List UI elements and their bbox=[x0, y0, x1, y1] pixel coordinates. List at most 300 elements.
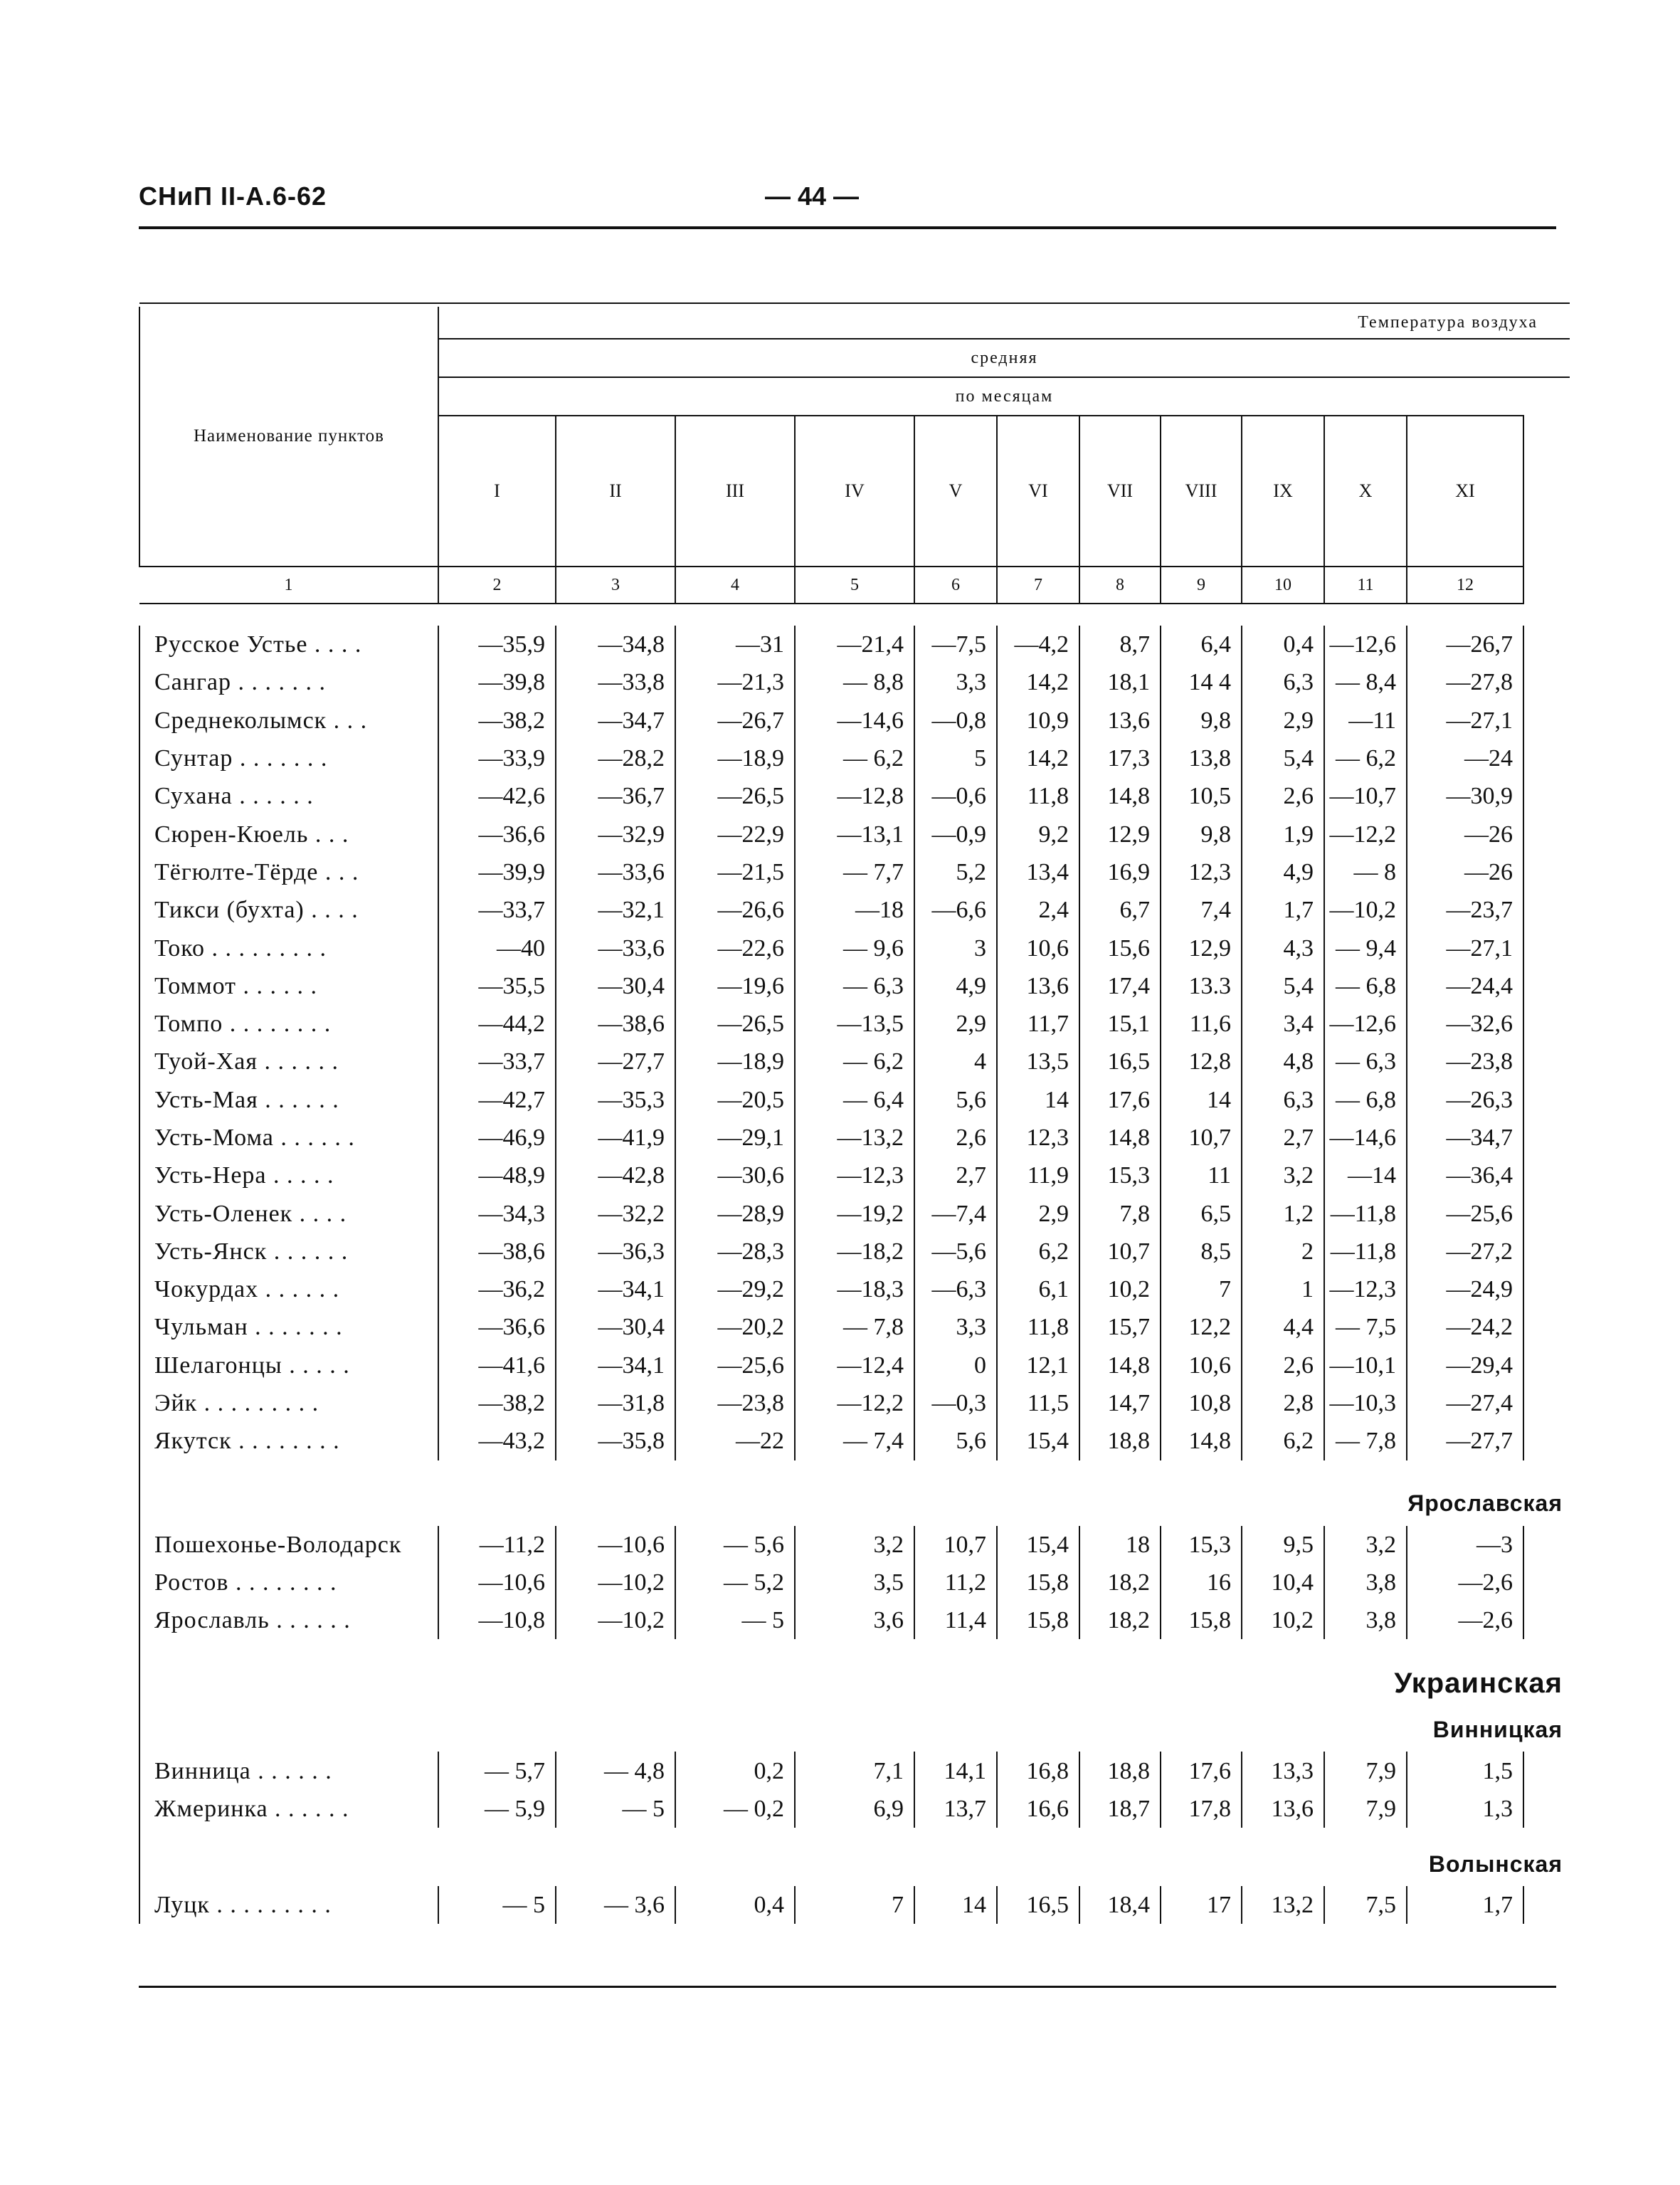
row-spacer bbox=[1523, 663, 1570, 701]
region-margin bbox=[139, 1842, 438, 1886]
republic-title: Украинская bbox=[1394, 1667, 1563, 1699]
temperature-value: —23,7 bbox=[1407, 891, 1523, 929]
temperature-value: —2,6 bbox=[1407, 1564, 1523, 1601]
location-name: Русское Устье . . . . bbox=[139, 626, 438, 663]
temperature-value: 10,6 bbox=[1161, 1347, 1242, 1384]
temperature-value: — 6,3 bbox=[1324, 1043, 1407, 1080]
temperature-value: —18,9 bbox=[675, 1043, 795, 1080]
row-spacer bbox=[1523, 1526, 1570, 1564]
temperature-value: —18,3 bbox=[795, 1270, 914, 1308]
temperature-value: — 7,5 bbox=[1324, 1308, 1407, 1346]
temperature-value: 17,6 bbox=[1079, 1081, 1161, 1119]
month-header: IV bbox=[795, 416, 914, 567]
row-spacer bbox=[1523, 1233, 1570, 1270]
column-number: 7 bbox=[997, 567, 1079, 604]
region-header-row bbox=[139, 1842, 1570, 1886]
location-name: Усть-Нера . . . . . bbox=[139, 1157, 438, 1194]
temperature-value: 2 bbox=[1242, 1233, 1324, 1270]
temperature-value: 3,8 bbox=[1324, 1564, 1407, 1601]
temperature-value: —10,8 bbox=[438, 1601, 556, 1639]
temperature-value: 6,3 bbox=[1242, 1081, 1324, 1119]
temperature-value: 1,7 bbox=[1242, 891, 1324, 929]
temperature-value: —10,1 bbox=[1324, 1347, 1407, 1384]
row-spacer bbox=[1523, 702, 1570, 739]
temperature-value: 10,9 bbox=[997, 702, 1079, 739]
temperature-value: 13,6 bbox=[1242, 1790, 1324, 1828]
temperature-value: —25,6 bbox=[1407, 1194, 1523, 1232]
location-name: Чульман . . . . . . . bbox=[139, 1308, 438, 1346]
temperature-value: — 6,2 bbox=[1324, 739, 1407, 777]
temperature-value: 12,2 bbox=[1161, 1308, 1242, 1346]
temperature-value: —12,6 bbox=[1324, 626, 1407, 663]
temperature-value: —14,6 bbox=[1324, 1119, 1407, 1157]
temperature-value: —39,8 bbox=[438, 663, 556, 701]
temperature-value: 7,9 bbox=[1324, 1790, 1407, 1828]
table-row bbox=[139, 1886, 1570, 1924]
temperature-value: —34,7 bbox=[1407, 1119, 1523, 1157]
temperature-value: —36,3 bbox=[556, 1233, 675, 1270]
temperature-value: 6,2 bbox=[1242, 1422, 1324, 1460]
region-header-row bbox=[139, 1482, 1570, 1526]
month-header: IX bbox=[1242, 416, 1324, 567]
temperature-value: —10,2 bbox=[556, 1601, 675, 1639]
temperature-value: 15,8 bbox=[1161, 1601, 1242, 1639]
temperature-value: —4,2 bbox=[997, 626, 1079, 663]
region-margin bbox=[139, 1659, 438, 1707]
location-name: Тёгюлте-Тёрде . . . bbox=[139, 853, 438, 891]
temperature-value: 1,5 bbox=[1407, 1752, 1523, 1789]
row-spacer bbox=[1523, 1043, 1570, 1080]
row-spacer bbox=[1523, 1422, 1570, 1460]
temperature-value: 10,7 bbox=[1079, 1233, 1161, 1270]
table-row bbox=[139, 967, 1570, 1005]
temperature-value: —21,4 bbox=[795, 626, 914, 663]
temperature-value: 5,2 bbox=[914, 853, 997, 891]
row-spacer bbox=[1523, 1119, 1570, 1157]
location-name: Среднеколымск . . . bbox=[139, 702, 438, 739]
temperature-value: —36,2 bbox=[438, 1270, 556, 1308]
temperature-value: —32,9 bbox=[556, 815, 675, 853]
temperature-value: 11,6 bbox=[1161, 1005, 1242, 1043]
temperature-value: — 5 bbox=[675, 1601, 795, 1639]
temperature-value: 11,9 bbox=[997, 1157, 1079, 1194]
temperature-value: —11,2 bbox=[438, 1526, 556, 1564]
temperature-value: 12,9 bbox=[1161, 929, 1242, 967]
temperature-value: 13,3 bbox=[1242, 1752, 1324, 1789]
temperature-value: 2,6 bbox=[1242, 777, 1324, 815]
temperature-value: —46,9 bbox=[438, 1119, 556, 1157]
table-row bbox=[139, 626, 1570, 663]
row-spacer bbox=[1523, 1886, 1570, 1924]
table-row bbox=[139, 1790, 1570, 1828]
temperature-value: —30,4 bbox=[556, 1308, 675, 1346]
temperature-value: 3,8 bbox=[1324, 1601, 1407, 1639]
temperature-value: 4,3 bbox=[1242, 929, 1324, 967]
temperature-value: 17 bbox=[1161, 1886, 1242, 1924]
temperature-value: — 7,8 bbox=[1324, 1422, 1407, 1460]
temperature-value: 9,8 bbox=[1161, 815, 1242, 853]
temperature-value: —33,6 bbox=[556, 929, 675, 967]
temperature-value: 6,3 bbox=[1242, 663, 1324, 701]
temperature-value: —27,7 bbox=[556, 1043, 675, 1080]
temperature-value: —36,7 bbox=[556, 777, 675, 815]
temperature-value: —22 bbox=[675, 1422, 795, 1460]
temperature-value: 15,3 bbox=[1161, 1526, 1242, 1564]
temperature-value: 15,6 bbox=[1079, 929, 1161, 967]
temperature-value: 12,9 bbox=[1079, 815, 1161, 853]
month-header: XI bbox=[1407, 416, 1523, 567]
temperature-value: —12,2 bbox=[795, 1384, 914, 1422]
row-spacer bbox=[1523, 1157, 1570, 1194]
month-header: VIII bbox=[1161, 416, 1242, 567]
temperature-value: —41,6 bbox=[438, 1347, 556, 1384]
temperature-value: —32,2 bbox=[556, 1194, 675, 1232]
temperature-value: —26,3 bbox=[1407, 1081, 1523, 1119]
region-margin bbox=[139, 1482, 438, 1526]
temperature-value: — 5,6 bbox=[675, 1526, 795, 1564]
temperature-value: —41,9 bbox=[556, 1119, 675, 1157]
temperature-value: — 5,9 bbox=[438, 1790, 556, 1828]
table-row bbox=[139, 1422, 1570, 1460]
temperature-value: —7,5 bbox=[914, 626, 997, 663]
temperature-value: — 0,2 bbox=[675, 1790, 795, 1828]
section-spacer bbox=[139, 1828, 1570, 1842]
temperature-value: —12,6 bbox=[1324, 1005, 1407, 1043]
temperature-value: 10,7 bbox=[914, 1526, 997, 1564]
table-row bbox=[139, 1347, 1570, 1384]
temperature-value: —29,1 bbox=[675, 1119, 795, 1157]
table-row bbox=[139, 739, 1570, 777]
table-row bbox=[139, 1233, 1570, 1270]
temperature-value: —28,9 bbox=[675, 1194, 795, 1232]
temperature-value: —12,3 bbox=[795, 1157, 914, 1194]
temperature-value: 5,6 bbox=[914, 1422, 997, 1460]
temperature-value: —26 bbox=[1407, 815, 1523, 853]
temperature-value: 13,4 bbox=[997, 853, 1079, 891]
location-name: Усть-Мая . . . . . . bbox=[139, 1081, 438, 1119]
temperature-value: —38,2 bbox=[438, 1384, 556, 1422]
temperature-value: 16,6 bbox=[997, 1790, 1079, 1828]
temperature-value: 10,2 bbox=[1079, 1270, 1161, 1308]
table-row bbox=[139, 1081, 1570, 1119]
temperature-value: 6,9 bbox=[795, 1790, 914, 1828]
temperature-value: 14,7 bbox=[1079, 1384, 1161, 1422]
temperature-value: 6,7 bbox=[1079, 891, 1161, 929]
temperature-value: 13.3 bbox=[1161, 967, 1242, 1005]
temperature-value: —21,5 bbox=[675, 853, 795, 891]
temperature-value: —30,9 bbox=[1407, 777, 1523, 815]
temperature-value: 2,6 bbox=[914, 1119, 997, 1157]
table-row bbox=[139, 1526, 1570, 1564]
row-spacer bbox=[1523, 1005, 1570, 1043]
temperature-value: 12,3 bbox=[997, 1119, 1079, 1157]
temperature-value: —35,9 bbox=[438, 626, 556, 663]
temperature-value: — 6,4 bbox=[795, 1081, 914, 1119]
temperature-value: —29,4 bbox=[1407, 1347, 1523, 1384]
temperature-value: —24,4 bbox=[1407, 967, 1523, 1005]
temperature-value: 0 bbox=[914, 1347, 997, 1384]
temperature-value: —30,6 bbox=[675, 1157, 795, 1194]
temperature-value: 3,2 bbox=[1242, 1157, 1324, 1194]
temperature-value: 11 bbox=[1161, 1157, 1242, 1194]
temperature-value: — 8 bbox=[1324, 853, 1407, 891]
temperature-value: 14,8 bbox=[1161, 1422, 1242, 1460]
location-name: Шелагонцы . . . . . bbox=[139, 1347, 438, 1384]
name-column-header: Наименование пунктов bbox=[139, 307, 438, 567]
temperature-value: — 8,8 bbox=[795, 663, 914, 701]
temperature-value: —44,2 bbox=[438, 1005, 556, 1043]
temperature-value: —14,6 bbox=[795, 702, 914, 739]
temperature-value: —0,9 bbox=[914, 815, 997, 853]
table-subtitle-by-month: по месяцам bbox=[438, 377, 1570, 416]
region-header-row bbox=[139, 1707, 1570, 1752]
temperature-value: —38,6 bbox=[556, 1005, 675, 1043]
temperature-value: —35,5 bbox=[438, 967, 556, 1005]
temperature-value: 14,2 bbox=[997, 663, 1079, 701]
temperature-value: 16,8 bbox=[997, 1752, 1079, 1789]
location-name: Усть-Янск . . . . . . bbox=[139, 1233, 438, 1270]
temperature-value: 3,3 bbox=[914, 1308, 997, 1346]
temperature-value: 0,4 bbox=[1242, 626, 1324, 663]
temperature-value: 1,9 bbox=[1242, 815, 1324, 853]
temperature-value: —6,6 bbox=[914, 891, 997, 929]
temperature-value: 9,8 bbox=[1161, 702, 1242, 739]
temperature-value: —33,9 bbox=[438, 739, 556, 777]
temperature-value: 13,5 bbox=[997, 1043, 1079, 1080]
temperature-value: —27,7 bbox=[1407, 1422, 1523, 1460]
temperature-value: 10,4 bbox=[1242, 1564, 1324, 1601]
temperature-value: —20,2 bbox=[675, 1308, 795, 1346]
temperature-value: — 7,8 bbox=[795, 1308, 914, 1346]
temperature-value: —33,8 bbox=[556, 663, 675, 701]
temperature-value: —34,7 bbox=[556, 702, 675, 739]
month-header: I bbox=[438, 416, 556, 567]
region-title: Волынская bbox=[1428, 1850, 1563, 1877]
temperature-value: 6,4 bbox=[1161, 626, 1242, 663]
temperature-value: —0,3 bbox=[914, 1384, 997, 1422]
location-name: Токо . . . . . . . . . bbox=[139, 929, 438, 967]
temperature-value: —26,7 bbox=[675, 702, 795, 739]
temperature-value: —26 bbox=[1407, 853, 1523, 891]
temperature-value: 14,1 bbox=[914, 1752, 997, 1789]
row-spacer bbox=[1523, 1347, 1570, 1384]
column-number-row bbox=[139, 567, 1570, 604]
column-number: 6 bbox=[914, 567, 997, 604]
temperature-value: —33,7 bbox=[438, 891, 556, 929]
temperature-value: —25,6 bbox=[675, 1347, 795, 1384]
temperature-value: —28,2 bbox=[556, 739, 675, 777]
temperature-value: 6,2 bbox=[997, 1233, 1079, 1270]
row-spacer bbox=[1523, 1194, 1570, 1232]
location-name: Томмот . . . . . . bbox=[139, 967, 438, 1005]
temperature-value: —18,9 bbox=[675, 739, 795, 777]
temperature-value: 3,4 bbox=[1242, 1005, 1324, 1043]
row-spacer bbox=[1523, 1790, 1570, 1828]
temperature-value: —10,3 bbox=[1324, 1384, 1407, 1422]
header-rule bbox=[139, 226, 1556, 229]
column-number: 4 bbox=[675, 567, 795, 604]
temperature-value: 9,5 bbox=[1242, 1526, 1324, 1564]
temperature-value: —39,9 bbox=[438, 853, 556, 891]
table-row bbox=[139, 891, 1570, 929]
temperature-value: —13,1 bbox=[795, 815, 914, 853]
row-spacer bbox=[1523, 739, 1570, 777]
row-spacer bbox=[1523, 815, 1570, 853]
temperature-value: 5,4 bbox=[1242, 739, 1324, 777]
temperature-value: 1,3 bbox=[1407, 1790, 1523, 1828]
temperature-value: 2,9 bbox=[914, 1005, 997, 1043]
table-body bbox=[139, 303, 1570, 1924]
temperature-value: 1 bbox=[1242, 1270, 1324, 1308]
temperature-value: 13,6 bbox=[1079, 702, 1161, 739]
temperature-value: 18,2 bbox=[1079, 1564, 1161, 1601]
temperature-value: —5,6 bbox=[914, 1233, 997, 1270]
table-row bbox=[139, 853, 1570, 891]
temperature-value: —27,2 bbox=[1407, 1233, 1523, 1270]
header-spacer bbox=[1523, 416, 1570, 567]
location-name: Туой-Хая . . . . . . bbox=[139, 1043, 438, 1080]
temperature-value: 11,5 bbox=[997, 1384, 1079, 1422]
location-name: Томпо . . . . . . . . bbox=[139, 1005, 438, 1043]
temperature-value: —36,4 bbox=[1407, 1157, 1523, 1194]
temperature-value: 10,2 bbox=[1242, 1601, 1324, 1639]
row-spacer bbox=[1523, 891, 1570, 929]
number-spacer bbox=[1523, 567, 1570, 604]
table-row bbox=[139, 1043, 1570, 1080]
temperature-value: 18,1 bbox=[1079, 663, 1161, 701]
section-spacer bbox=[139, 1460, 1570, 1482]
temperature-value: 15,1 bbox=[1079, 1005, 1161, 1043]
location-name: Ярославль . . . . . . bbox=[139, 1601, 438, 1639]
temperature-value: 6,5 bbox=[1161, 1194, 1242, 1232]
temperature-value: 14 bbox=[997, 1081, 1079, 1119]
temperature-value: —42,7 bbox=[438, 1081, 556, 1119]
temperature-value: 3,2 bbox=[1324, 1526, 1407, 1564]
temperature-value: — 5 bbox=[438, 1886, 556, 1924]
temperature-value: 4,9 bbox=[914, 967, 997, 1005]
temperature-value: —24 bbox=[1407, 739, 1523, 777]
temperature-value: 10,8 bbox=[1161, 1384, 1242, 1422]
temperature-value: — 8,4 bbox=[1324, 663, 1407, 701]
temperature-value: —34,1 bbox=[556, 1347, 675, 1384]
location-name: Винница . . . . . . bbox=[139, 1752, 438, 1789]
temperature-value: —11,8 bbox=[1324, 1233, 1407, 1270]
column-number: 10 bbox=[1242, 567, 1324, 604]
region-header-row bbox=[139, 1659, 1570, 1707]
month-header: X bbox=[1324, 416, 1407, 567]
table-row bbox=[139, 815, 1570, 853]
row-spacer bbox=[1523, 1752, 1570, 1789]
location-name: Сухана . . . . . . bbox=[139, 777, 438, 815]
temperature-value: —34,3 bbox=[438, 1194, 556, 1232]
temperature-value: 12,1 bbox=[997, 1347, 1079, 1384]
month-header: III bbox=[675, 416, 795, 567]
temperature-value: —23,8 bbox=[675, 1384, 795, 1422]
temperature-value: —11,8 bbox=[1324, 1194, 1407, 1232]
temperature-value: 2,9 bbox=[1242, 702, 1324, 739]
temperature-value: —27,4 bbox=[1407, 1384, 1523, 1422]
column-number: 2 bbox=[438, 567, 556, 604]
temperature-value: 14,8 bbox=[1079, 777, 1161, 815]
temperature-value: —36,6 bbox=[438, 1308, 556, 1346]
temperature-value: —27,8 bbox=[1407, 663, 1523, 701]
temperature-value: —3 bbox=[1407, 1526, 1523, 1564]
temperature-value: —33,7 bbox=[438, 1043, 556, 1080]
document-code: СНиП II-А.6-62 bbox=[139, 181, 327, 211]
temperature-value: —32,1 bbox=[556, 891, 675, 929]
temperature-value: — 5 bbox=[556, 1790, 675, 1828]
temperature-value: 15,8 bbox=[997, 1601, 1079, 1639]
temperature-value: —36,6 bbox=[438, 815, 556, 853]
temperature-value: —32,6 bbox=[1407, 1005, 1523, 1043]
temperature-value: —10,2 bbox=[1324, 891, 1407, 929]
temperature-value: —23,8 bbox=[1407, 1043, 1523, 1080]
temperature-value: 13,7 bbox=[914, 1790, 997, 1828]
temperature-value: —48,9 bbox=[438, 1157, 556, 1194]
table-row bbox=[139, 1005, 1570, 1043]
temperature-value: 0,2 bbox=[675, 1752, 795, 1789]
temperature-value: 11,2 bbox=[914, 1564, 997, 1601]
table-subtitle-average: средняя bbox=[438, 339, 1570, 377]
temperature-value: 17,4 bbox=[1079, 967, 1161, 1005]
temperature-value: 4,9 bbox=[1242, 853, 1324, 891]
temperature-value: —10,7 bbox=[1324, 777, 1407, 815]
temperature-value: —42,8 bbox=[556, 1157, 675, 1194]
temperature-value: 1,2 bbox=[1242, 1194, 1324, 1232]
temperature-value: 7,5 bbox=[1324, 1886, 1407, 1924]
temperature-value: 12,3 bbox=[1161, 853, 1242, 891]
temperature-value: —43,2 bbox=[438, 1422, 556, 1460]
column-number: 5 bbox=[795, 567, 914, 604]
temperature-value: —27,1 bbox=[1407, 702, 1523, 739]
temperature-value: —13,5 bbox=[795, 1005, 914, 1043]
temperature-value: 3 bbox=[914, 929, 997, 967]
region-margin bbox=[139, 1707, 438, 1752]
column-number: 1 bbox=[139, 567, 438, 604]
temperature-value: 14,8 bbox=[1079, 1347, 1161, 1384]
location-name: Сунтар . . . . . . . bbox=[139, 739, 438, 777]
location-name: Ростов . . . . . . . . bbox=[139, 1564, 438, 1601]
temperature-value: 12,8 bbox=[1161, 1043, 1242, 1080]
table-row bbox=[139, 1194, 1570, 1232]
temperature-value: 18 bbox=[1079, 1526, 1161, 1564]
temperature-table bbox=[139, 302, 1570, 1924]
temperature-value: —13,2 bbox=[795, 1119, 914, 1157]
table-row bbox=[139, 1270, 1570, 1308]
page-header bbox=[139, 181, 1555, 224]
month-header: V bbox=[914, 416, 997, 567]
temperature-value: —28,3 bbox=[675, 1233, 795, 1270]
temperature-value: —7,4 bbox=[914, 1194, 997, 1232]
temperature-value: —40 bbox=[438, 929, 556, 967]
temperature-value: 2,8 bbox=[1242, 1384, 1324, 1422]
location-name: Пошехонье-Володарск bbox=[139, 1526, 438, 1564]
temperature-value: 16,5 bbox=[1079, 1043, 1161, 1080]
temperature-value: —22,9 bbox=[675, 815, 795, 853]
temperature-value: 11,4 bbox=[914, 1601, 997, 1639]
temperature-value: 0,4 bbox=[675, 1886, 795, 1924]
column-number: 11 bbox=[1324, 567, 1407, 604]
temperature-value: 13,8 bbox=[1161, 739, 1242, 777]
column-number: 12 bbox=[1407, 567, 1523, 604]
table-title: Температура воздуха bbox=[1358, 312, 1538, 332]
temperature-value: — 6,8 bbox=[1324, 967, 1407, 1005]
row-spacer bbox=[1523, 853, 1570, 891]
temperature-value: 10,7 bbox=[1161, 1119, 1242, 1157]
temperature-value: 7,1 bbox=[795, 1752, 914, 1789]
temperature-value: 8,5 bbox=[1161, 1233, 1242, 1270]
location-name: Тикси (бухта) . . . . bbox=[139, 891, 438, 929]
